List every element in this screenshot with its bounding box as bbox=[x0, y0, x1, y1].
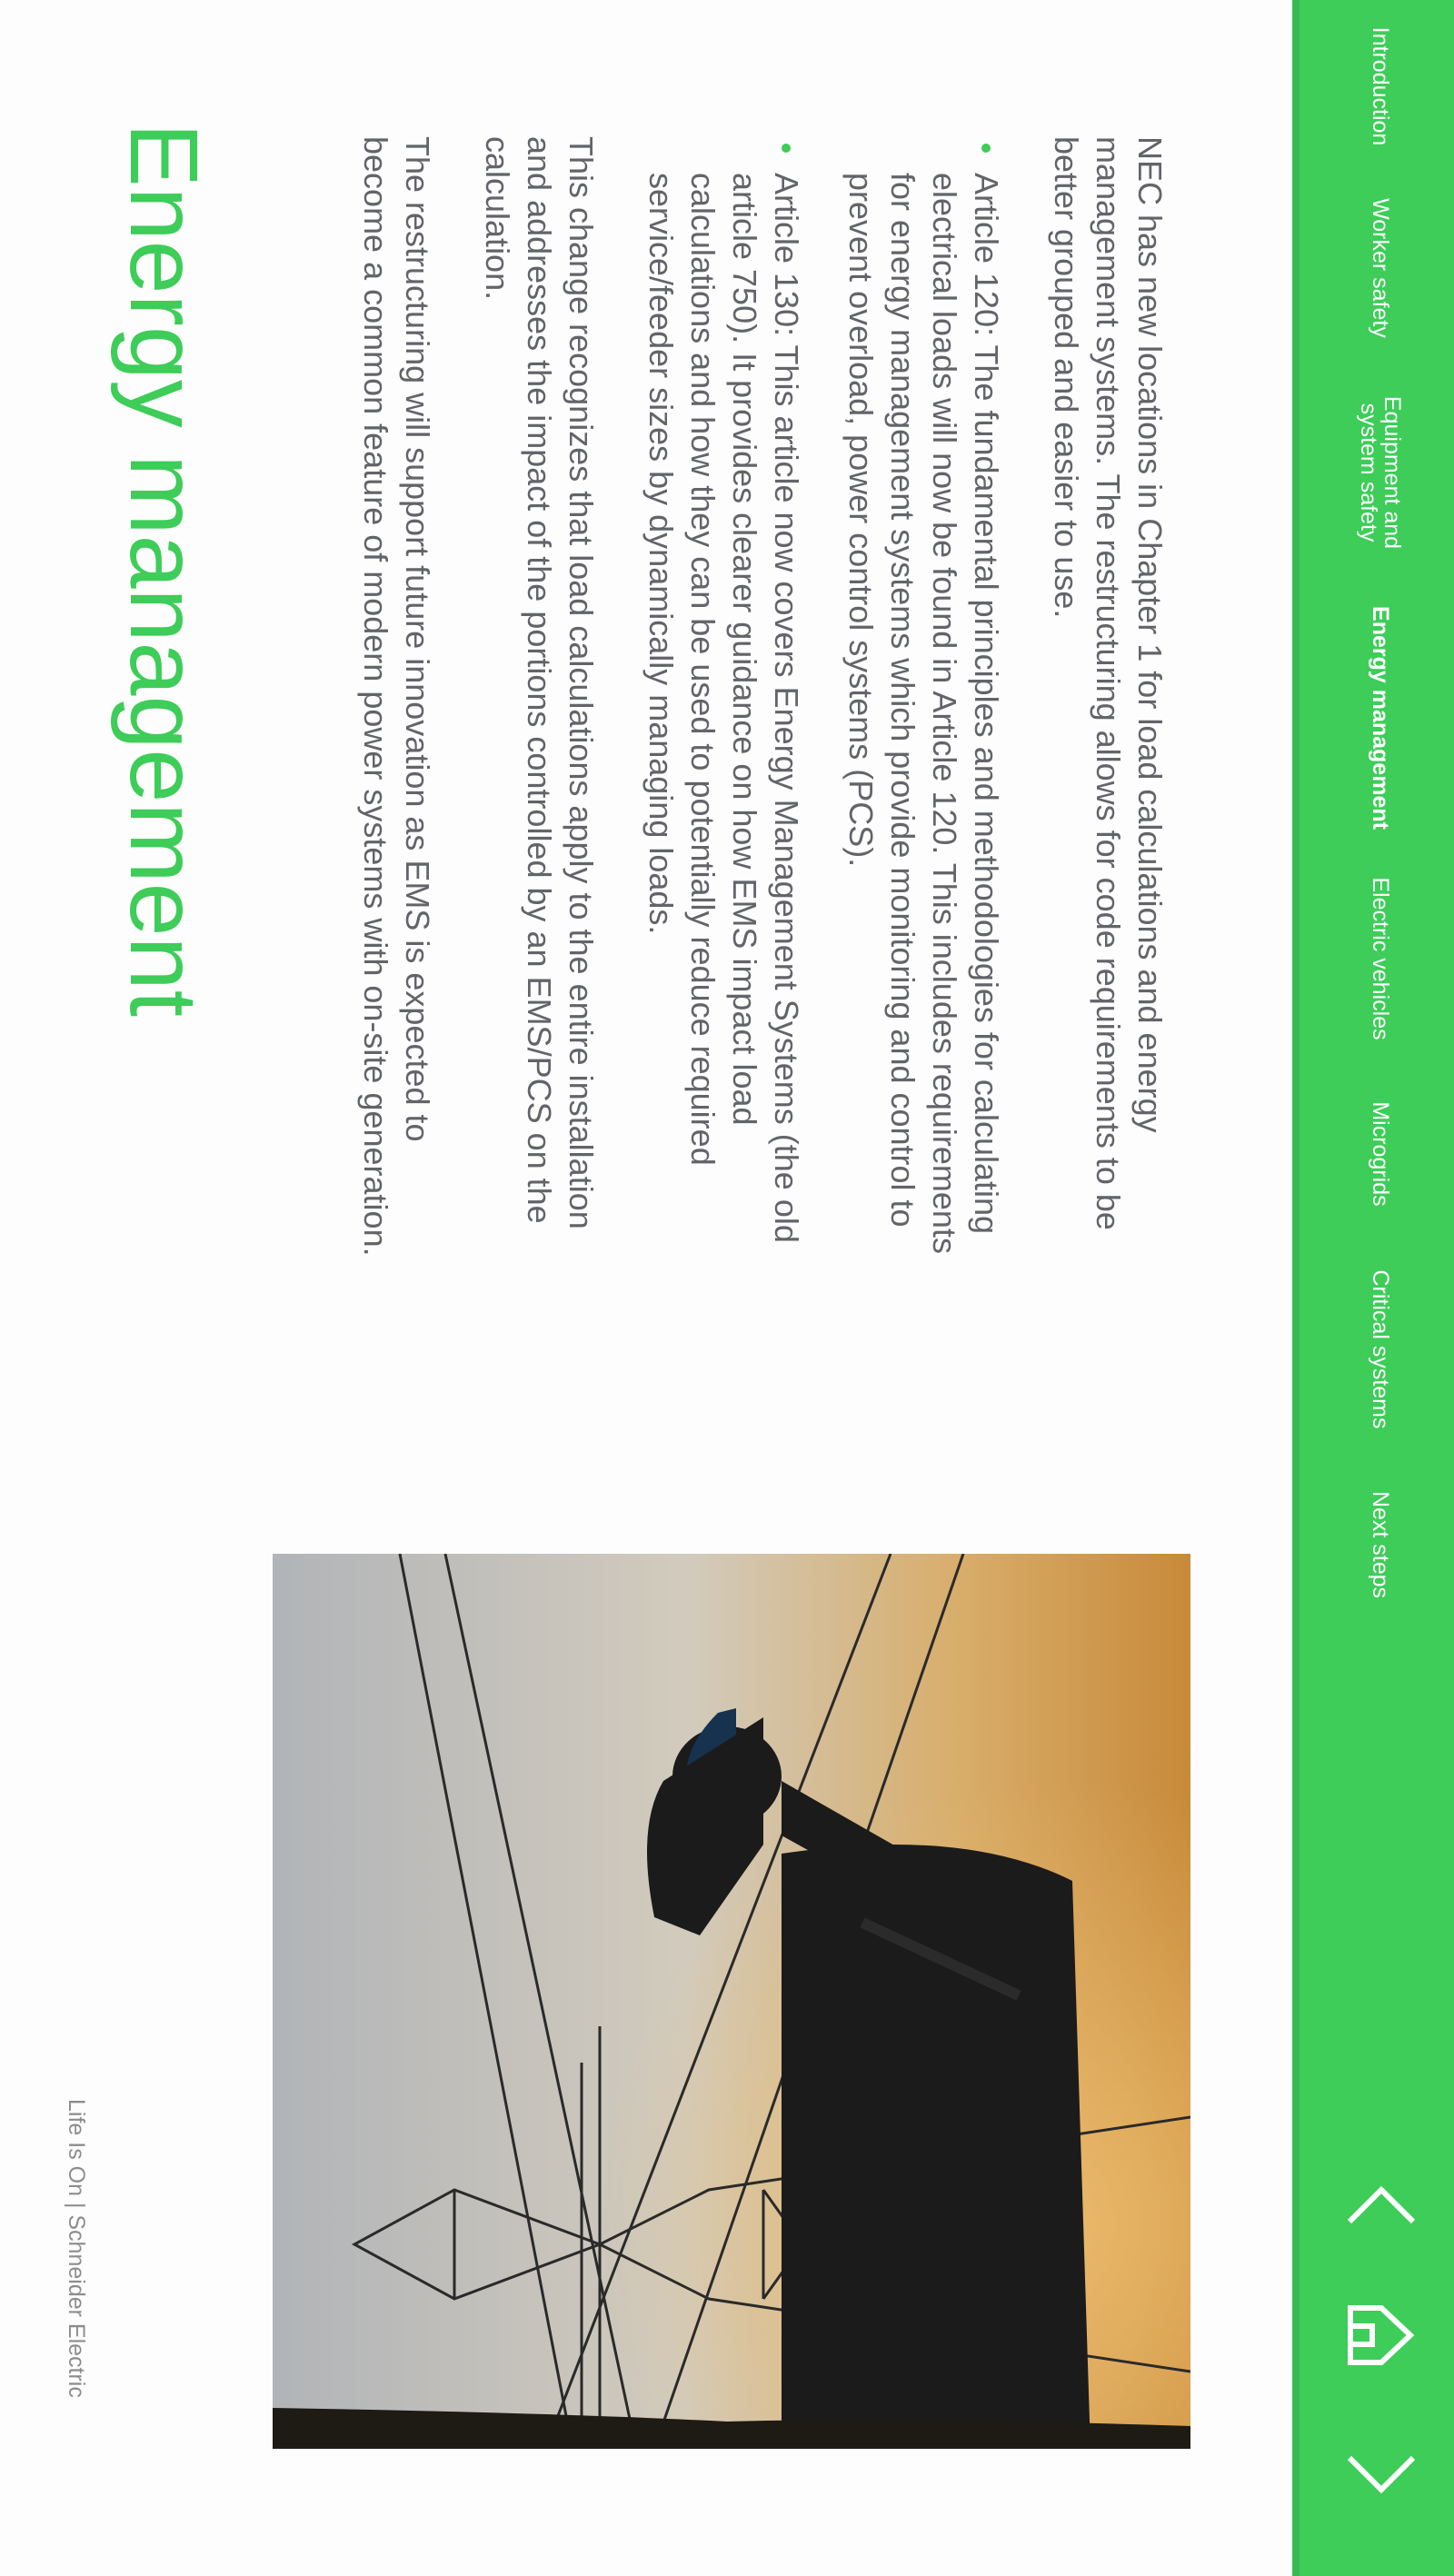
nav-item-label: Critical systems bbox=[1368, 1269, 1393, 1429]
page-title: Energy management bbox=[110, 123, 217, 1018]
paragraph-innovation: The restructuring will support future innovation as EMS is expected to become a common feature of modern power systems with on-site generation. bbox=[357, 136, 436, 1257]
home-icon bbox=[1345, 2299, 1418, 2372]
nav-item-label: Next steps bbox=[1368, 1490, 1393, 1599]
bullet-icon bbox=[981, 144, 991, 153]
next-page-button[interactable] bbox=[1345, 2435, 1418, 2508]
hero-photo bbox=[273, 1554, 1190, 2449]
home-button[interactable] bbox=[1345, 2299, 1418, 2372]
bullet-icon bbox=[782, 144, 791, 153]
nav-item-label: Worker safety bbox=[1368, 198, 1393, 338]
brand-tagline: Life Is On | Schneider Electric bbox=[64, 2099, 89, 2398]
list-item bbox=[840, 136, 1007, 1263]
nav-item-microgrids[interactable] bbox=[1307, 1063, 1454, 1245]
bullet-text: Article 120: The fundamental principles and methodologies for calculating electrical loads will now be found in Article 120. This includes requirements for energy management systems which provide monitoring and control to prevent overload, power control systems (PCS). bbox=[842, 173, 1005, 1254]
nav-item-label: Energy management bbox=[1368, 606, 1393, 830]
nav-item-label: Equipment and system safety bbox=[1356, 395, 1405, 550]
body-text bbox=[354, 136, 1169, 1263]
article-list bbox=[640, 136, 1007, 1263]
nav-item-label: Electric vehicles bbox=[1368, 877, 1393, 1040]
nav-item-electric-vehicles[interactable] bbox=[1307, 854, 1454, 1063]
chevron-right-icon bbox=[1345, 2435, 1418, 2508]
nav-item-introduction[interactable] bbox=[1307, 0, 1454, 173]
bottom-navigation bbox=[1292, 0, 1454, 2576]
nav-item-worker-safety[interactable] bbox=[1307, 173, 1454, 363]
previous-page-button[interactable] bbox=[1345, 2172, 1418, 2244]
list-item bbox=[640, 136, 807, 1263]
nav-item-next-steps[interactable] bbox=[1307, 1454, 1454, 1636]
nav-item-critical-systems[interactable] bbox=[1307, 1245, 1454, 1454]
nav-item-label: Introduction bbox=[1368, 26, 1393, 146]
photo-illustration bbox=[273, 1554, 1190, 2449]
nav-item-energy-management[interactable] bbox=[1307, 582, 1454, 854]
nav-item-equipment-safety[interactable] bbox=[1307, 363, 1454, 582]
nav-item-label: Microgrids bbox=[1368, 1101, 1393, 1207]
chevron-left-icon bbox=[1345, 2172, 1418, 2244]
intro-paragraph: NEC has new locations in Chapter 1 for load calculations and energy management systems. The restructuring allows for code requirements to be better grouped and easier to use. bbox=[1048, 136, 1169, 1230]
paragraph-calculation: This change recognizes that load calculations apply to the entire installation and addresses the impact of the portions controlled by an EMS/PCS on the calculation. bbox=[479, 136, 600, 1229]
bullet-text: Article 130: This article now covers Energy Management Systems (the old article 750). It provides clearer guidance on how EMS impact load calculations and how they can be used to potentially reduce required service/feeder sizes by dynamically managing loads. bbox=[642, 173, 805, 1243]
